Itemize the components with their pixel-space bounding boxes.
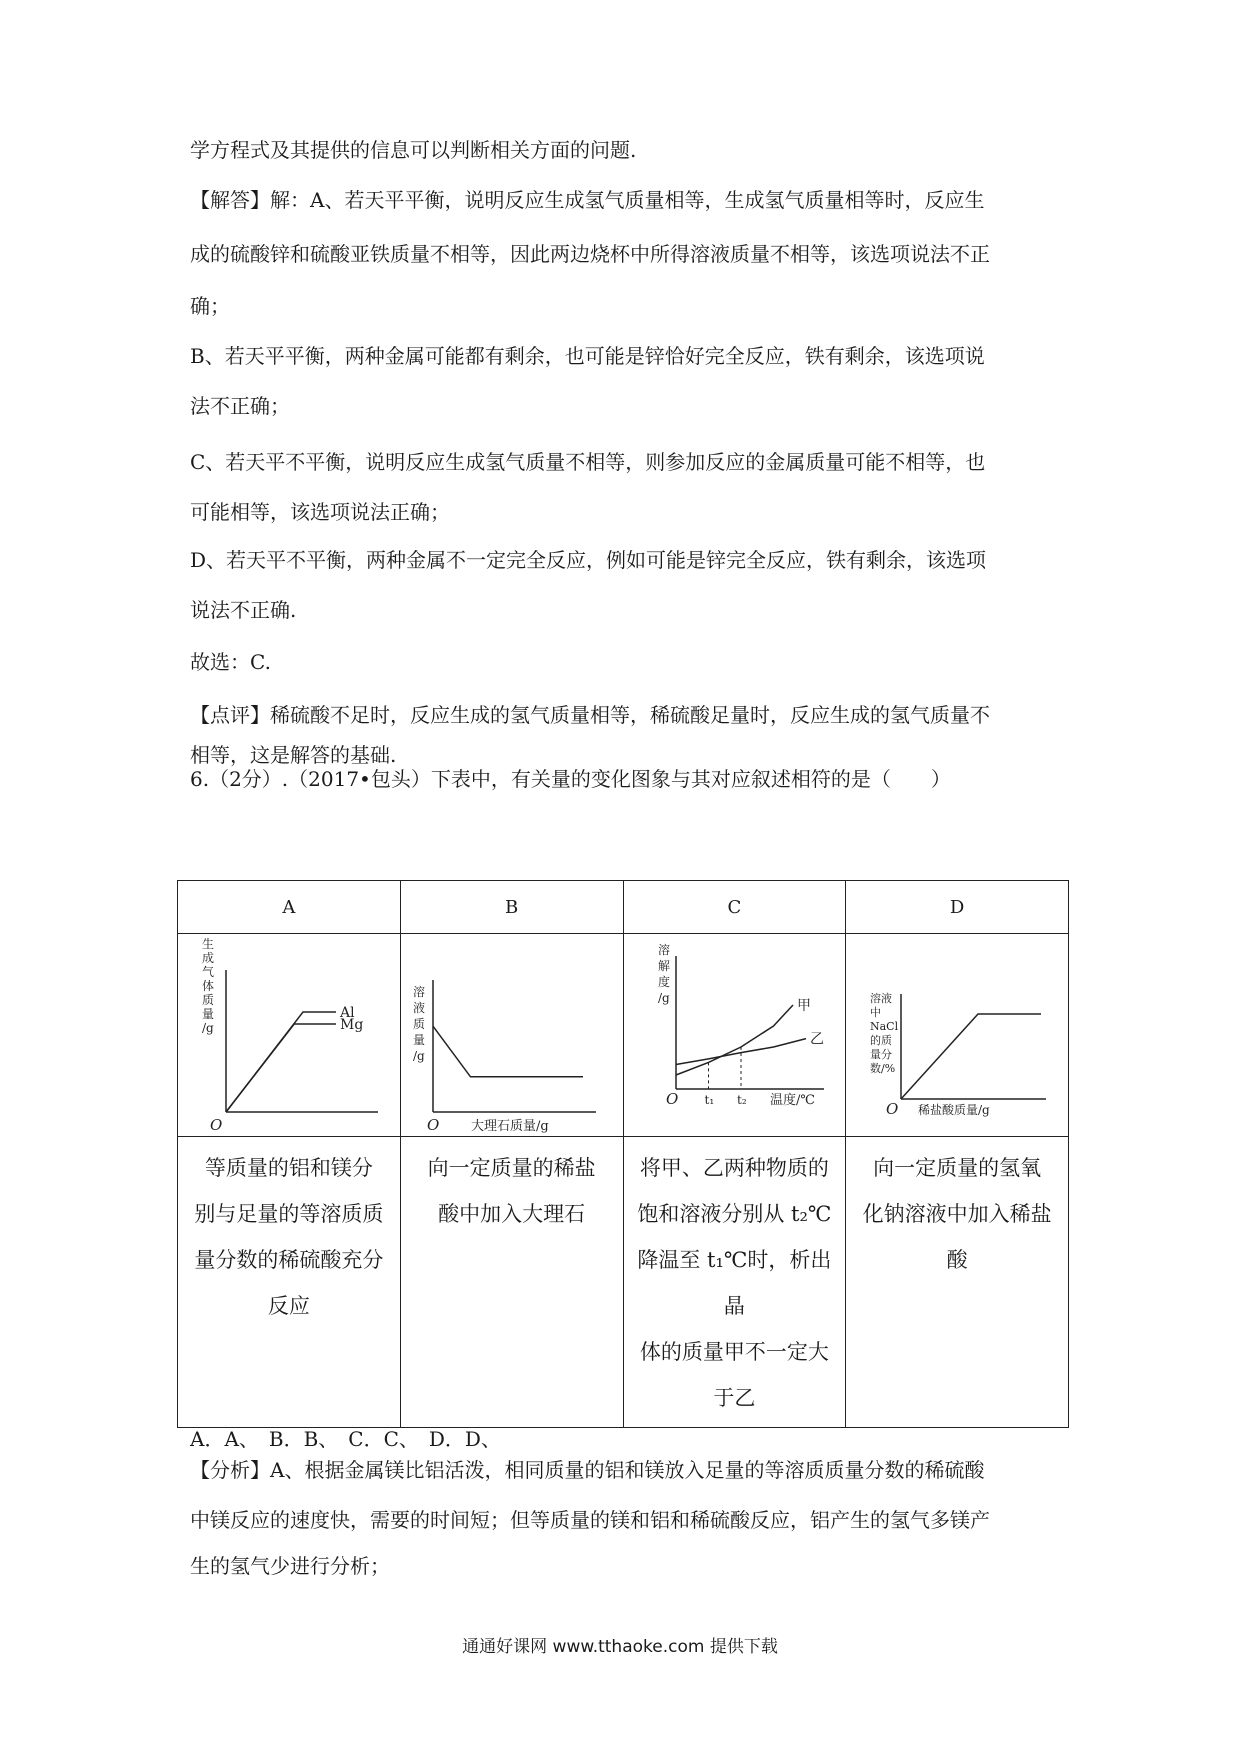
answer-options: A．A、 B．B、 C．C、 D．D、 (190, 1427, 501, 1451)
description-line: 反应 (267, 1294, 310, 1318)
description-line: 酸 (946, 1248, 968, 1272)
y-axis-label-char: 成 (202, 951, 215, 965)
description-d (846, 1137, 1069, 1428)
description-c (623, 1137, 846, 1428)
y-axis-label-char: NaCl (870, 1020, 899, 1033)
description-line: 饱和溶液分别从 t₂℃ (637, 1202, 832, 1226)
paragraph-line: 相等，这是解答的基础. (190, 743, 397, 767)
tick-label: t₂ (736, 1093, 747, 1107)
tick-label: t₁ (704, 1093, 714, 1107)
description-line: 别与足量的等溶质质 (194, 1202, 384, 1226)
y-axis-label-char: 生 (202, 937, 215, 951)
paragraph-line: 可能相等，该选项说法正确； (190, 500, 450, 524)
y-axis-label (658, 942, 670, 1005)
paragraph-line: 说法不正确. (190, 598, 297, 622)
series-line (901, 1014, 1041, 1099)
origin-label: O (665, 1090, 678, 1108)
y-axis-label-char: 气 (202, 965, 215, 979)
description-line: 将甲、乙两种物质的 (639, 1156, 829, 1180)
series-line-0 (676, 1005, 793, 1075)
paragraph-line: B、若天平平衡，两种金属可能都有剩余，也可能是锌恰好完全反应，铁有剩余，该选项说 (190, 344, 985, 368)
y-axis-label-char: 量分 (870, 1048, 893, 1061)
y-axis-label-char: 的质 (870, 1034, 893, 1047)
origin-label: O (210, 1116, 223, 1134)
x-axis-label: 温度/℃ (769, 1093, 815, 1108)
y-axis-label-char: /g (202, 1021, 214, 1035)
col-header-c: C (623, 881, 846, 934)
question-6-stem: 6.（2分）.（2017•包头）下表中，有关量的变化图象与其对应叙述相符的是（ ） (190, 767, 951, 791)
series-line-1 (226, 1024, 336, 1112)
graph-cell-a (178, 934, 401, 1137)
paragraph-line: C、若天平不平衡，说明反应生成氢气质量不相等，则参加反应的金属质量可能不相等，也 (190, 450, 986, 474)
description-line: 酸中加入大理石 (438, 1202, 586, 1226)
description-a (178, 1137, 401, 1428)
y-axis-label (413, 984, 425, 1063)
y-axis-label-char: 质 (412, 1017, 425, 1031)
y-axis-label-char: /g (657, 991, 670, 1005)
paragraph-line: 确； (190, 294, 230, 318)
col-header-a: A (178, 881, 401, 934)
paragraph-line: 故选：C. (190, 650, 271, 674)
y-axis-label-char: 度 (657, 975, 670, 989)
paragraph-line: 法不正确； (190, 394, 290, 418)
description-line: 体的质量甲不一定大 (639, 1340, 829, 1364)
analysis-line: 中镁反应的速度快，需要的时间短；但等质量的镁和铝和稀硫酸反应，铝产生的氢气多镁产 (190, 1508, 990, 1532)
paragraph-line: 成的硫酸锌和硫酸亚铁质量不相等，因此两边烧杯中所得溶液质量不相等，该选项说法不正 (190, 242, 990, 266)
series-label: Al (340, 1005, 355, 1021)
analysis-line: 生的氢气少进行分析； (190, 1554, 390, 1578)
series-line-0 (226, 1012, 336, 1112)
description-line: 量分数的稀硫酸充分 (194, 1248, 384, 1272)
description-b (400, 1137, 623, 1428)
footer-source: 通通好课网 www.tthaoke.com 提供下载 (462, 1637, 778, 1657)
x-axis-label: 稀盐酸质量/g (918, 1103, 990, 1117)
series-label: 乙 (809, 1031, 824, 1048)
y-axis-label-char: 质 (202, 993, 215, 1007)
description-line: 降温至 t₁℃时，析出晶 (637, 1248, 832, 1318)
series-label: Mg (340, 1017, 364, 1033)
y-axis-label-char: 解 (657, 959, 670, 973)
y-axis-label-char: 量 (412, 1033, 425, 1047)
series-label: 甲 (796, 998, 811, 1014)
y-axis-label-char: 数/% (870, 1062, 896, 1075)
origin-label: O (426, 1116, 440, 1134)
description-line: 向一定质量的氢氧 (873, 1156, 1042, 1180)
y-axis-label-char: 中 (870, 1006, 882, 1019)
y-axis-label-char: 液 (412, 1001, 425, 1015)
paragraph-line: 学方程式及其提供的信息可以判断相关方面的问题. (190, 138, 637, 162)
y-axis-label-char: 量 (202, 1007, 215, 1021)
paragraph-line: D、若天平不平衡，两种金属不一定完全反应，例如可能是锌完全反应，铁有剩余，该选项 (190, 548, 987, 572)
y-axis-label (202, 936, 214, 1035)
graph-d (846, 934, 1056, 1134)
graph-cell-c (623, 934, 846, 1137)
description-line: 化钠溶液中加入稀盐 (862, 1202, 1052, 1226)
y-axis-label-char: 溶 (412, 985, 425, 999)
paragraph-line: 【解答】解：A、若天平平衡，说明反应生成氢气质量相等，生成氢气质量相等时，反应生 (190, 188, 985, 212)
y-axis-label-char: 体 (202, 979, 215, 993)
y-axis-label-char: /g (412, 1049, 425, 1063)
y-axis-label-char: 溶液 (870, 992, 893, 1005)
y-axis-label (870, 991, 899, 1075)
question-table (177, 880, 1069, 1428)
x-axis-label: 大理石质量/g (470, 1119, 549, 1134)
y-axis-label-char: 溶 (657, 943, 670, 957)
origin-label: O (886, 1100, 899, 1118)
graph-b (401, 934, 611, 1134)
col-header-b: B (400, 881, 623, 934)
paragraph-line: 【点评】稀硫酸不足时，反应生成的氢气质量相等，稀硫酸足量时，反应生成的氢气质量不 (190, 703, 990, 727)
description-line: 于乙 (713, 1386, 756, 1410)
description-line: 向一定质量的稀盐 (427, 1156, 596, 1180)
graph-cell-d (846, 934, 1069, 1137)
graph-cell-b (400, 934, 623, 1137)
graph-c (624, 934, 834, 1134)
series-line (433, 1026, 583, 1077)
col-header-d: D (846, 881, 1069, 934)
analysis-line: 【分析】A、根据金属镁比铝活泼，相同质量的铝和镁放入足量的等溶质质量分数的稀硫酸 (190, 1458, 985, 1482)
graph-a (178, 934, 398, 1134)
description-line: 等质量的铝和镁分 (204, 1156, 373, 1180)
